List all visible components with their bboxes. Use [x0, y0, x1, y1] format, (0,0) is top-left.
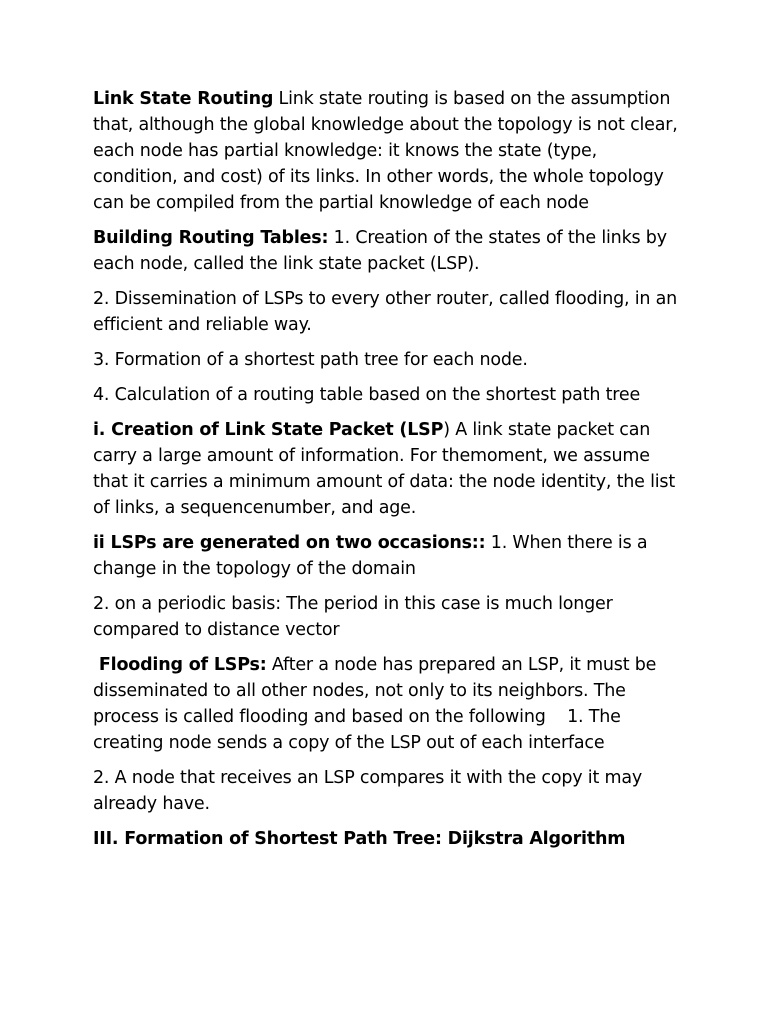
- paragraph-text: 2. Dissemination of LSPs to every other router, called flooding, in an efficient and reliable way.: [93, 289, 683, 335]
- paragraph-lsp-occasions: [93, 530, 683, 582]
- heading-lsp-occasions: ii LSPs are generated on two occasions::: [93, 533, 486, 553]
- paragraph-text: 2. on a periodic basis: The period in this case is much longer compared to distance vector: [93, 594, 618, 640]
- paragraph-text: ) A link state packet can carry a large amount of information. For themoment, we assume that it carries a minimum amount of data: the node identity, the list of links, a sequencenumber, and age.: [93, 420, 681, 518]
- heading-flooding-of-lsps: Flooding of LSPs:: [93, 655, 267, 675]
- paragraph-step-2: [93, 286, 683, 338]
- paragraph-step-4: [93, 382, 683, 408]
- paragraph-text: 3. Formation of a shortest path tree for each node.: [93, 350, 528, 370]
- paragraph-step-3: [93, 347, 683, 373]
- paragraph-text: 4. Calculation of a routing table based on the shortest path tree: [93, 385, 641, 405]
- paragraph-shortest-path-tree: [93, 826, 683, 852]
- heading-shortest-path-tree: III. Formation of Shortest Path Tree: Dijkstra Algorithm: [93, 829, 626, 849]
- paragraph-text: Link state routing is based on the assumption that, although the global knowledge about the topology is not clear, each node has partial knowledge: it knows the state (type, condition, and cost) of its links. In other words, the whole topology can be compiled from the partial knowledge of each node: [93, 89, 683, 213]
- paragraph-text: 2. A node that receives an LSP compares it with the copy it may already have.: [93, 768, 648, 814]
- heading-building-routing-tables: Building Routing Tables:: [93, 228, 329, 248]
- paragraph-link-state-routing: [93, 86, 683, 216]
- heading-link-state-routing: Link State Routing: [93, 89, 274, 109]
- paragraph-creation-of-lsp: [93, 417, 683, 521]
- paragraph-building-routing-tables: [93, 225, 683, 277]
- paragraph-text: 1. When there is a change in the topology of the domain: [93, 533, 653, 579]
- heading-creation-of-lsp: i. Creation of Link State Packet (LSP: [93, 420, 444, 440]
- paragraph-node-receives-lsp: [93, 765, 683, 817]
- paragraph-text: After a node has prepared an LSP, it must be disseminated to all other nodes, not only to its neighbors. The process is called flooding and based on the following 1. The creating node sends a copy of the LSP out of each interface: [93, 655, 662, 753]
- paragraph-periodic-basis: [93, 591, 683, 643]
- paragraph-flooding-of-lsps: [93, 652, 683, 756]
- paragraph-text: 1. Creation of the states of the links by each node, called the link state packet (LSP).: [93, 228, 673, 274]
- document-page: [93, 86, 683, 861]
